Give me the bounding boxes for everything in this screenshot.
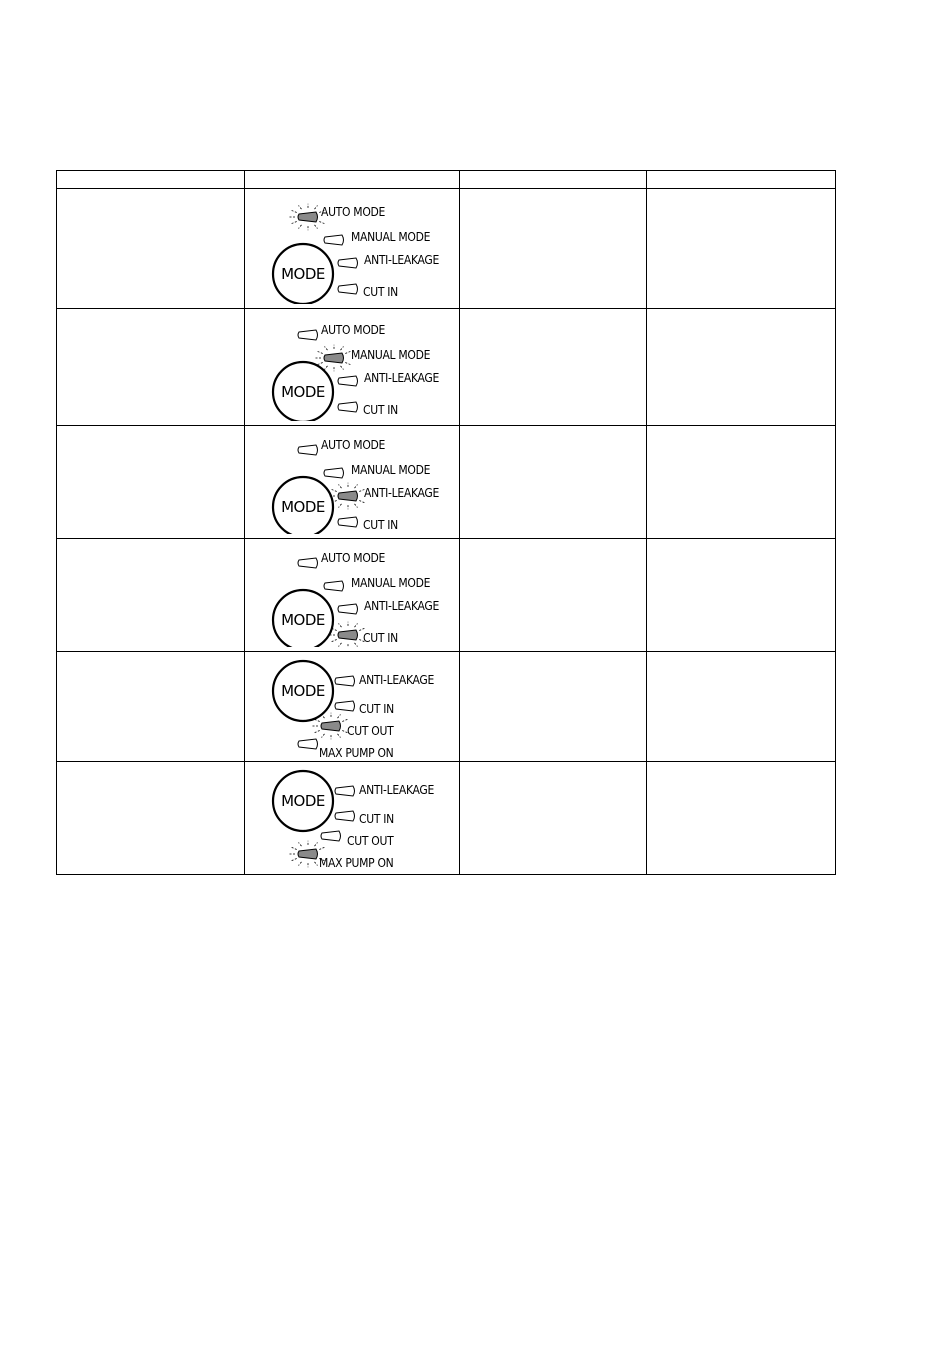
table-header-row xyxy=(57,171,836,189)
indicator-label: CUT IN xyxy=(362,285,398,299)
indicator-label: MANUAL MODE xyxy=(350,463,430,477)
indicator-label: CUT OUT xyxy=(346,724,394,738)
table-cell xyxy=(647,309,836,426)
table-cell xyxy=(57,309,245,426)
mode-button-label: MODE xyxy=(280,265,325,283)
indicator-led-icon xyxy=(324,468,344,478)
indicator-led-icon xyxy=(338,376,358,386)
mode-button-label: MODE xyxy=(280,498,325,516)
header-cell xyxy=(459,171,647,189)
indicator-label: ANTI-LEAKAGE xyxy=(363,599,439,613)
indicator-label: AUTO MODE xyxy=(320,323,385,337)
indicator-led-icon xyxy=(298,330,318,340)
table-row xyxy=(57,539,836,652)
indicator-label: ANTI-LEAKAGE xyxy=(363,371,439,385)
indicator-led-icon xyxy=(335,701,355,711)
table-cell xyxy=(459,426,647,539)
table-cell xyxy=(647,539,836,652)
indicator-label: CUT IN xyxy=(362,518,398,532)
diagram-cell xyxy=(244,189,459,309)
indicator-led-icon xyxy=(298,739,318,749)
mode-button-label: MODE xyxy=(280,682,325,700)
table-cell xyxy=(647,762,836,875)
mode-panel-diagram xyxy=(245,762,459,870)
diagram-cell xyxy=(244,762,459,875)
indicator-led-icon xyxy=(338,284,358,294)
mode-panel-diagram xyxy=(245,652,459,757)
header-cell xyxy=(647,171,836,189)
table-row xyxy=(57,652,836,762)
indicator-label: MANUAL MODE xyxy=(350,576,430,590)
indicator-label: AUTO MODE xyxy=(320,438,385,452)
table-row xyxy=(57,426,836,539)
indicator-label: ANTI-LEAKAGE xyxy=(363,253,439,267)
mode-button-label: MODE xyxy=(280,611,325,629)
mode-panel-diagram xyxy=(245,189,459,304)
table-cell xyxy=(647,652,836,762)
table-cell xyxy=(647,426,836,539)
mode-button-label: MODE xyxy=(280,383,325,401)
indicator-label: AUTO MODE xyxy=(320,551,385,565)
mode-panel-diagram xyxy=(245,539,459,647)
indicator-led-lit-icon xyxy=(329,483,365,510)
indicator-led-icon xyxy=(338,517,358,527)
header-cell xyxy=(57,171,245,189)
diagram-cell xyxy=(244,426,459,539)
indicator-led-lit-icon xyxy=(289,204,325,231)
indicator-label: CUT IN xyxy=(362,403,398,417)
table-cell xyxy=(57,539,245,652)
table-cell xyxy=(459,309,647,426)
mode-panel-diagram xyxy=(245,309,459,421)
table-cell xyxy=(57,189,245,309)
table-cell xyxy=(459,762,647,875)
indicator-led-icon xyxy=(324,235,344,245)
indicator-label: CUT OUT xyxy=(346,834,394,848)
indicator-led-icon xyxy=(335,676,355,686)
table-cell xyxy=(57,652,245,762)
table-row xyxy=(57,309,836,426)
diagram-cell xyxy=(244,539,459,652)
indicator-led-icon xyxy=(335,811,355,821)
indicator-label: MAX PUMP ON xyxy=(318,746,394,757)
indicator-label: ANTI-LEAKAGE xyxy=(358,673,434,687)
indicator-label: MAX PUMP ON xyxy=(318,856,394,870)
indicator-label: MANUAL MODE xyxy=(350,230,430,244)
mode-button-label: MODE xyxy=(280,792,325,810)
mode-indicator-table xyxy=(56,170,836,875)
diagram-cell xyxy=(244,309,459,426)
mode-panel-diagram xyxy=(245,426,459,534)
indicator-label: CUT IN xyxy=(358,812,394,826)
indicator-label: MANUAL MODE xyxy=(350,348,430,362)
indicator-label: CUT IN xyxy=(358,702,394,716)
indicator-led-icon xyxy=(324,581,344,591)
indicator-led-icon xyxy=(338,258,358,268)
table-cell xyxy=(57,762,245,875)
indicator-led-icon xyxy=(338,402,358,412)
indicator-label: ANTI-LEAKAGE xyxy=(358,783,434,797)
table-cell xyxy=(459,189,647,309)
indicator-led-icon xyxy=(335,786,355,796)
indicator-led-icon xyxy=(338,604,358,614)
table-row xyxy=(57,762,836,875)
indicator-label: CUT IN xyxy=(362,631,398,645)
table-cell xyxy=(459,539,647,652)
diagram-cell xyxy=(244,652,459,762)
header-cell xyxy=(244,171,459,189)
table-cell xyxy=(57,426,245,539)
indicator-led-icon xyxy=(321,831,341,841)
indicator-led-icon xyxy=(298,445,318,455)
table-cell xyxy=(459,652,647,762)
indicator-label: ANTI-LEAKAGE xyxy=(363,486,439,500)
table-row xyxy=(57,189,836,309)
table-cell xyxy=(647,189,836,309)
indicator-led-icon xyxy=(298,558,318,568)
indicator-led-lit-icon xyxy=(329,622,365,647)
indicator-label: AUTO MODE xyxy=(320,205,385,219)
